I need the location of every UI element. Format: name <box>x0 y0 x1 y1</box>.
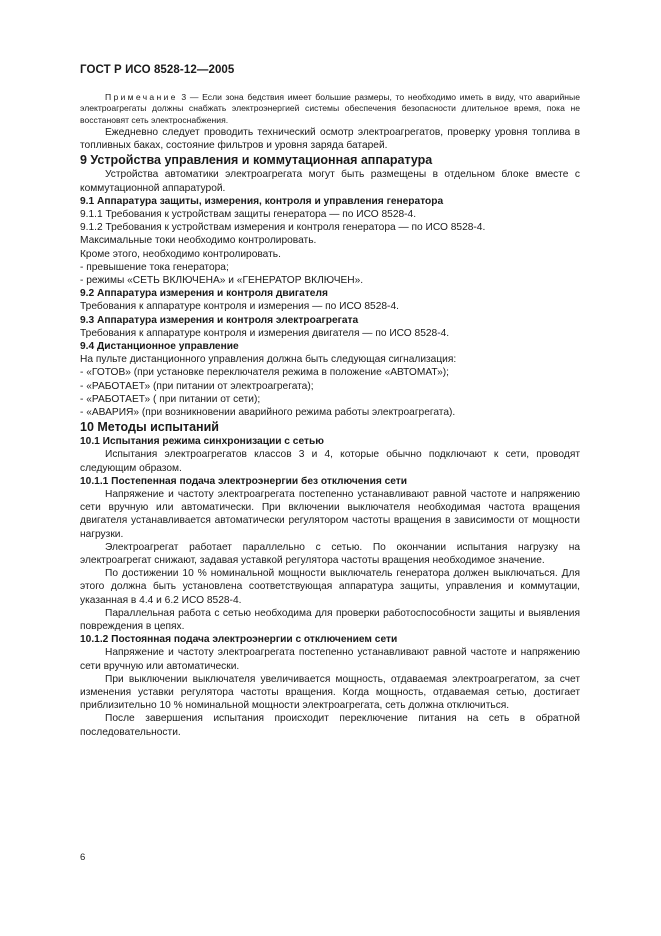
subsection-9-1-heading: 9.1 Аппаратура защиты, измерения, контроля и управления генератора <box>80 195 444 207</box>
paragraph-10-1-2-b: При выключении выключателя увеличивается мощность, отдаваемая электроагрегатом, за счет изменения уставки регулятора частоты вращения. Когда мощность, отдаваемая сетью, достигает приблизительно 10 % номинальной мощности электроагрегата, сеть должна отключиться. <box>80 673 580 712</box>
document-body <box>80 92 580 739</box>
list-item: - «АВАРИЯ» (при возникновении аварийного режима работы электроагрегата). <box>80 406 456 418</box>
note-text: Если зона бедствия имеет большие размеры, то необходимо иметь в виду, что аварийные электроагрегаты должны снабжать электроэнергией системы обеспечения безопасности длительное время, пока не восстановят сеть электроснабжения. <box>80 92 580 125</box>
subsection-9-2-heading: 9.2 Аппаратура измерения и контроля двигателя <box>80 288 328 300</box>
paragraph-daily-inspection: Ежедневно следует проводить технический осмотр электроагрегатов, проверку уровня топлива в топливных баках, состояние фильтров и уровня заряда батарей. <box>80 126 580 152</box>
subsection-9-4-heading: 9.4 Дистанционное управление <box>80 340 239 352</box>
note-paragraph <box>80 92 580 126</box>
subsection-10-1-1-heading: 10.1.1 Постепенная подача электроэнергии без отключения сети <box>80 475 408 487</box>
document-header: ГОСТ Р ИСО 8528-12—2005 <box>80 64 235 76</box>
line-9-1-2: 9.1.2 Требования к устройствам измерения и контроля генератора — по ИСО 8528-4. <box>80 222 486 234</box>
section-10-heading: 10 Методы испытаний <box>80 420 219 435</box>
list-item: - «РАБОТАЕТ» (при питании от электроагрегата); <box>80 380 314 392</box>
note-number: 3 — <box>181 92 199 102</box>
list-item: - «ГОТОВ» (при установке переключателя режима в положение «АВТОМАТ»); <box>80 367 449 379</box>
subsection-9-3-text: Требования к аппаратуре контроля и измерения двигателя — по ИСО 8528-4. <box>80 327 450 339</box>
subsection-9-4-intro: На пульте дистанционного управления должна быть следующая сигнализация: <box>80 354 457 366</box>
paragraph-10-1-1-c: По достижении 10 % номинальной мощности выключатель генератора должен выключаться. Для этого должна быть установлена соответствующая аппаратура защиты, управления и коммутации, указанная в 4.4 и 6.2 ИСО 8528-4. <box>80 568 580 606</box>
subsection-10-1-heading: 10.1 Испытания режима синхронизации с сетью <box>80 436 324 448</box>
subsection-9-3-heading: 9.3 Аппаратура измерения и контроля электроагрегата <box>80 314 359 326</box>
section-9-intro: Устройства автоматики электроагрегата могут быть размещены в отдельном блоке вместе с коммутационной аппаратурой. <box>80 169 580 194</box>
paragraph-10-1-2-c: После завершения испытания происходит переключение питания на сеть в обратной последовательности. <box>80 713 580 738</box>
paragraph-10-1-1-d: Параллельная работа с сетью необходима для проверки работоспособности защиты и выявления повреждения в цепях. <box>80 607 580 632</box>
subsection-10-1-intro: Испытания электроагрегатов классов 3 и 4, которые обычно подключают к сети, проводят следующим образом. <box>80 449 580 474</box>
list-item: - превышение тока генератора; <box>80 261 229 273</box>
line-9-1-1: 9.1.1 Требования к устройствам защиты генератора — по ИСО 8528-4. <box>80 208 417 220</box>
subsection-9-2-text: Требования к аппаратуре контроля и измерения — по ИСО 8528-4. <box>80 301 399 313</box>
line-also-control: Кроме этого, необходимо контролировать. <box>80 248 281 260</box>
paragraph-10-1-2-a: Напряжение и частоту электроагрегата постепенно устанавливают равной частоте и напряжению сети вручную или автоматически. <box>80 647 580 672</box>
subsection-10-1-2-heading: 10.1.2 Постоянная подача электроэнергии с отключением сети <box>80 634 398 646</box>
list-item: - «РАБОТАЕТ» ( при питании от сети); <box>80 393 261 405</box>
list-item: - режимы «СЕТЬ ВКЛЮЧЕНА» и «ГЕНЕРАТОР ВКЛЮЧЕН». <box>80 274 364 286</box>
section-9-heading: 9 Устройства управления и коммутационная аппаратура <box>80 153 433 168</box>
paragraph-10-1-1-a: Напряжение и частоту электроагрегата постепенно устанавливают равной частоте и напряжению сети вручную или автоматически. При включении выключателя необходимая частота вращения двигателя устанавливается автоматически регулятором частоты вращения в зависимости от мощности нагрузки. <box>80 488 580 540</box>
page-number: 6 <box>80 852 86 863</box>
note-label: Примечание <box>105 92 178 102</box>
paragraph-10-1-1-b: Электроагрегат работает параллельно с сетью. По окончании испытания нагрузку на электроагрегат снижают, задавая уставкой регулятора частоты вращения необходимое значение. <box>80 541 580 566</box>
line-max-currents: Максимальные токи необходимо контролировать. <box>80 235 317 247</box>
